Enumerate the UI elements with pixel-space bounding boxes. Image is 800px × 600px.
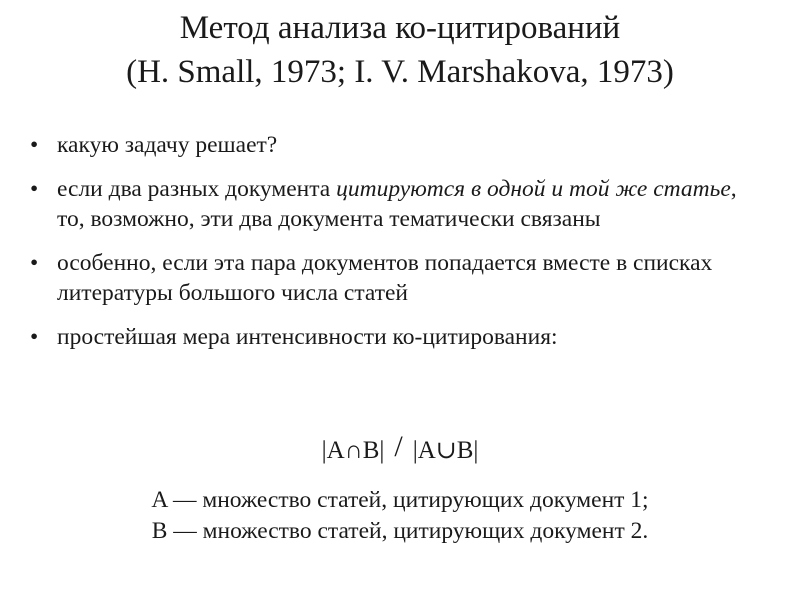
definition-a: A — множество статей, цитирующих документ 1; <box>151 487 649 513</box>
bullet-text-before: если два разных документа <box>57 176 337 202</box>
formula-numerator: |A∩B| <box>321 437 385 464</box>
formula-denominator: |A∪B| <box>412 437 479 464</box>
bullet-item-2 <box>30 174 770 234</box>
bullet-text-after: , то, возможно, эти два документа тематически связаны <box>57 176 737 232</box>
bullet-text: простейшая мера интенсивности ко-цитирования: <box>57 324 558 350</box>
formula-slash: / <box>394 430 403 463</box>
bullet-text: какую задачу решает? <box>57 132 278 158</box>
title-line-2: (H. Small, 1973; I. V. Marshakova, 1973) <box>126 54 674 90</box>
bullet-dot: • <box>30 324 39 350</box>
bullet-item-3 <box>30 248 770 308</box>
bullet-item-4 <box>30 322 770 352</box>
bullet-text: особенно, если эта пара документов попадается вместе в списках литературы большого числа статей <box>57 250 713 306</box>
cocitation-formula <box>0 431 800 469</box>
bullet-dot: • <box>30 250 39 276</box>
title-line-1: Метод анализа ко-цитирований <box>179 10 621 46</box>
set-definitions <box>0 485 800 547</box>
bullet-emphasis: цитируются в одной и той же статье <box>336 176 731 202</box>
bullet-list <box>30 130 770 366</box>
slide-title <box>0 6 800 94</box>
bullet-item-1 <box>30 130 770 160</box>
definition-b: B — множество статей, цитирующих документ 2. <box>151 518 649 544</box>
bullet-dot: • <box>30 176 39 202</box>
bullet-dot: • <box>30 132 39 158</box>
